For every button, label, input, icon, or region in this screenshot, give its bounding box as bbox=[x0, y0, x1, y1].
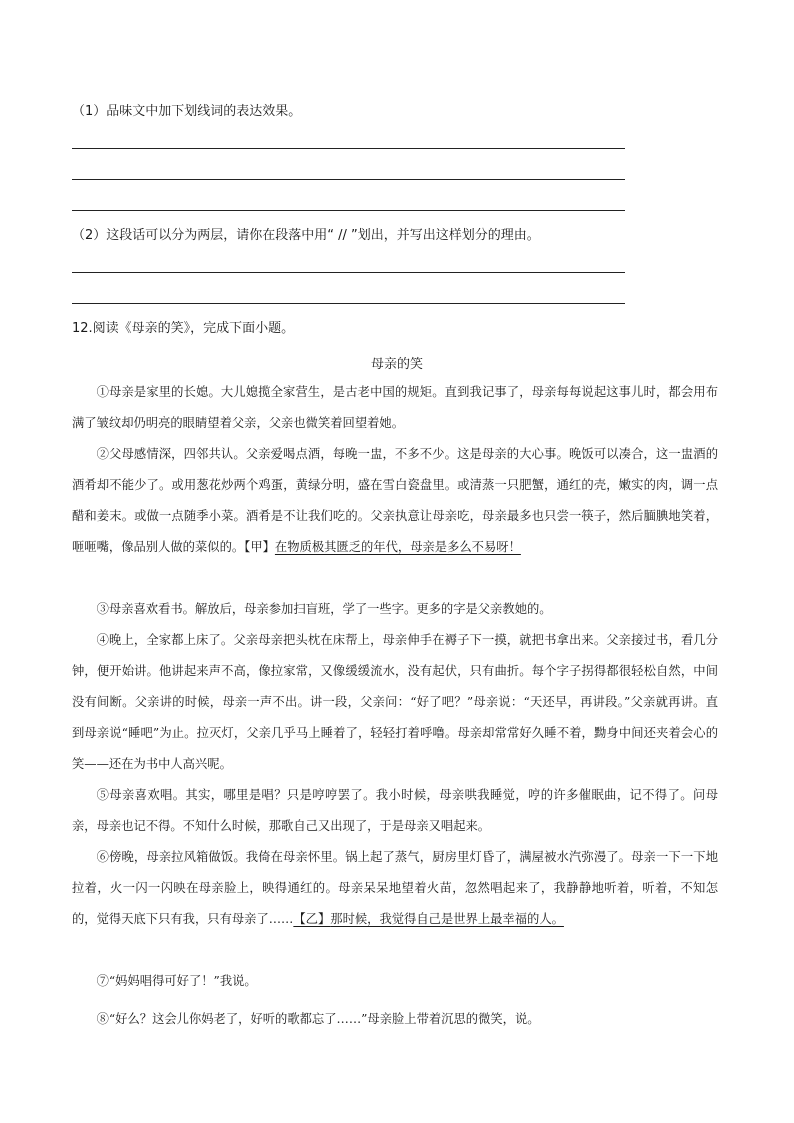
paragraph-5: ⑤母亲喜欢唱。其实，哪里是唱？只是哼哼罢了。我小时候，母亲哄我睡觉，哼的许多催眠曲，记不得了。问母亲，母亲也记不得。不知什么时候，那歌自己又出现了，于是母亲又唱起来。 bbox=[72, 788, 718, 833]
answer-line[interactable] bbox=[72, 303, 625, 304]
paragraph-6 bbox=[72, 842, 718, 935]
paragraph-8: ⑧“好么？这会儿你妈老了，好听的歌都忘了……”母亲脸上带着沉思的微笑，说。 bbox=[96, 1012, 540, 1026]
underlined-sentence-yi: 那时候，我觉得自己是世界上最幸福的人。 bbox=[330, 912, 564, 926]
underlined-sentence-jia: 在物质极其匮乏的年代，母亲是多么不易呀！ bbox=[274, 540, 521, 554]
paragraph-4: ④晚上，全家都上床了。父亲母亲把头枕在床帮上，母亲伸手在褥子下一摸，就把书拿出来。父亲接过书，看几分钟，便开始讲。他讲起来声不高，像拉家常，又像缓缓流水，没有起伏，只有曲折。每个字子拐得都很轻松自然，中间没有间断。父亲讲的时候，母亲一声不出。讲一段，父亲问：“好了吧？”母亲说：“天还早，再讲段。”父亲就再讲。直到母亲说“睡吧”为止。拉灭灯，父亲几乎马上睡着了，轻轻打着呼噜。母亲却常常好久睡不着，黝身中间还夹着会心的笑——还在为书中人高兴呢。 bbox=[72, 633, 718, 771]
question-2: （2）这段话可以分为两层，请你在段落中用“ // ”划出，并写出这样划分的理由。 bbox=[72, 228, 540, 243]
answer-line[interactable] bbox=[72, 179, 625, 180]
paragraph-3: ③母亲喜欢看书。解放后，母亲参加扫盲班，学了一些字。更多的字是父亲教她的。 bbox=[96, 602, 552, 616]
paragraph-6-text: ⑥傍晚，母亲拉风箱做饭。我倚在母亲怀里。锅上起了蒸气，厨房里灯昏了，满屋被水汽弥漫了。母亲一下一下地拉着，火一闪一闪映在母亲脸上，映得通红的。母亲呆呆地望着火苗，忽然唱起来了，我静静地听着，听着，不知怎的，觉得天底下只有我，只有母亲了…… bbox=[72, 850, 718, 926]
question-12: 12.阅读《母亲的笑》，完成下面小题。 bbox=[72, 321, 295, 336]
paragraph-1: ①母亲是家里的长媳。大儿媳揽全家营生，是古老中国的规矩。直到我记事了，母亲每每说起这事儿时，都会用布满了皱纹却仍明亮的眼睛望着父亲，父亲也微笑着回望着她。 bbox=[72, 385, 718, 430]
answer-line[interactable] bbox=[72, 210, 625, 211]
tag-yi: 【乙】 bbox=[293, 912, 331, 926]
tag-jia: 【甲】 bbox=[244, 540, 275, 554]
paragraph-7: ⑦“妈妈唱得可好了！”我说。 bbox=[96, 974, 257, 988]
paragraph-2 bbox=[72, 439, 718, 563]
question-1: （1）品味文中加下划线词的表达效果。 bbox=[72, 104, 302, 119]
answer-line[interactable] bbox=[72, 148, 625, 149]
paragraph-2-text: ②父母感情深，四邻共认。父亲爱喝点酒，每晚一盅，不多不少。这是母亲的大心事。晚饭可以凑合，这一盅酒的酒肴却不能少了。或用葱花炒两个鸡蛋，黄绿分明，盛在雪白瓷盘里。或清蒸一只肥蟹，通红的壳，嫩实的肉，调一点醋和姜末。或做一点随季小菜。酒肴是不让我们吃的。父亲执意让母亲吃，母亲最多也只尝一筷子，然后腼腆地笑着，咂咂嘴，像品别人做的菜似的。 bbox=[72, 447, 718, 554]
answer-line[interactable] bbox=[72, 272, 625, 273]
article-title: 母亲的笑 bbox=[370, 357, 423, 372]
